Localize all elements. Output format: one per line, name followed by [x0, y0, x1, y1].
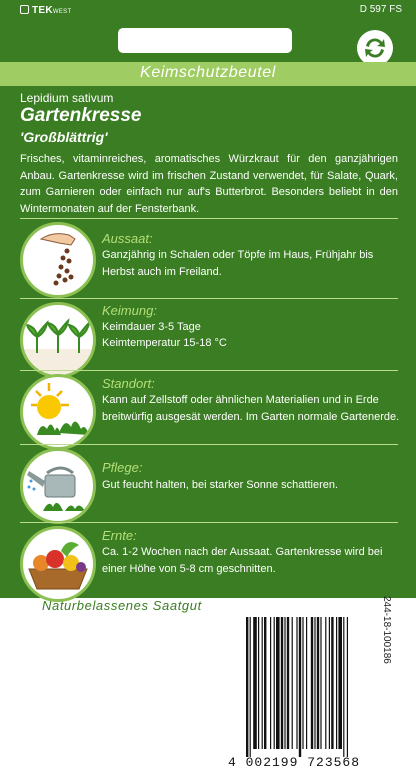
section-text-aussaat: Ganzjährig in Schalen oder Töpfe im Haus, Frühjahr bis Herbst auch im Freiland.: [102, 249, 374, 278]
barcode-number: 4 002199 723568: [228, 755, 361, 770]
section-text-standort: Kann auf Zellstoff oder ähnlichen Materialien und in Erde breitwürfig ausgesät werden. Im Garten normale Gartenerde.: [102, 394, 400, 423]
barcode-bar: [262, 617, 263, 749]
section-text-ernte: Ca. 1-2 Wochen nach der Aussaat. Gartenkresse wird bei einer Höhe von 5-8 cm geschnitten.: [102, 546, 383, 575]
barcode-bar: [264, 617, 266, 749]
barcode-bar: [343, 617, 344, 757]
section-title-aussaat: Aussaat:: [102, 231, 153, 246]
divider: [20, 370, 398, 371]
top-bar: [0, 0, 416, 20]
barcode-bar: [274, 617, 275, 749]
sowing-hand-icon: [20, 222, 96, 298]
footer-tagline: Naturbelassenes Saatgut: [42, 598, 202, 613]
brand-sub: WEST: [52, 9, 72, 15]
barcode-bar: [320, 617, 321, 749]
label-field: [118, 28, 292, 53]
variety-name: 'Großblättrig': [20, 129, 108, 145]
barcode-bar: [306, 617, 307, 749]
section-text-pflege: Gut feucht halten, bei starker Sonne schattieren.: [102, 479, 339, 491]
section-title-pflege: Pflege:: [102, 460, 143, 475]
barcode-bar: [311, 617, 313, 749]
green-dot-icon: [357, 30, 393, 66]
barcode-bar: [299, 617, 301, 757]
divider: [20, 444, 398, 445]
section-text-keimung-1: Keimdauer 3-5 Tage: [102, 321, 201, 333]
seedlings-icon: [20, 302, 96, 378]
barcode-bar: [287, 617, 289, 749]
band-title: Keimschutzbeutel: [140, 64, 276, 81]
barcode-bar: [284, 617, 285, 749]
watering-can-icon: [20, 448, 96, 524]
section-title-ernte: Ernte:: [102, 528, 137, 543]
barcode-bar: [314, 617, 315, 749]
section-title-keimung: Keimung:: [102, 303, 157, 318]
barcode-bar: [270, 617, 271, 749]
barcode-bar: [246, 617, 248, 757]
divider: [20, 218, 398, 219]
brand-mark-icon: [20, 5, 29, 14]
section-title-standort: Standort:: [102, 376, 155, 391]
barcode-bar: [281, 617, 283, 749]
barcode-bar: [302, 617, 303, 749]
sun-plants-icon: [20, 374, 96, 450]
barcode-bar: [317, 617, 319, 749]
brand-logo: [20, 5, 71, 16]
barcode-bar: [329, 617, 330, 749]
barcode-bar: [250, 617, 251, 757]
section-text-keimung-2: Keimtemperatur 15-18 °C: [102, 337, 227, 349]
barcode-bar: [258, 617, 259, 749]
latin-name: Lepidium sativum: [20, 91, 114, 105]
barcode-bar: [253, 617, 257, 749]
barcode-bar: [331, 617, 333, 749]
lot-number: 244-18-100186: [381, 596, 392, 664]
barcode-bar: [292, 617, 293, 749]
divider: [20, 298, 398, 299]
barcode-bar: [336, 617, 337, 749]
barcode-bar: [347, 617, 348, 757]
product-description: Frisches, vitaminreiches, aromatisches Würzkraut für den ganzjährigen Anbau. Gartenkresse wird im frischen Zustand verwendet, für Salate, Quark, zum Garnieren oder einfach nur auf's Butterbrot. Besonders beliebt in den Wintermonaten auf der Fensterbank.: [20, 153, 398, 215]
divider: [20, 522, 398, 523]
barcode-bar: [296, 617, 297, 749]
barcode-bar: [325, 617, 326, 749]
barcode-bar: [338, 617, 342, 749]
barcode-bars: [246, 617, 380, 757]
product-code: D 597 FS: [359, 4, 402, 15]
product-name: Gartenkresse: [20, 105, 142, 126]
barcode-bar: [276, 617, 280, 749]
brand-name: TEK: [32, 5, 53, 16]
harvest-basket-icon: [20, 526, 96, 602]
